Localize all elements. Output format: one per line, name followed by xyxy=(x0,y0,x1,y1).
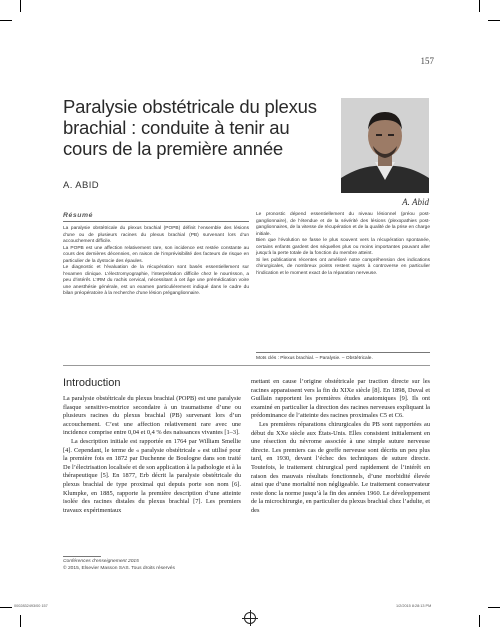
print-slug-left: 0002832493/00 157 xyxy=(14,604,48,608)
abstract-heading: Résumé xyxy=(63,212,249,222)
abstract-paragraph: La paralysie obstétricale du plexus brachial (POPB) définit l’ensemble des lésions d’une ou de plusieurs racines du plexus brachial (PB) survenant lors d’un accouchement difficile. xyxy=(63,226,249,244)
crop-mark xyxy=(479,0,480,12)
footer-divider xyxy=(63,556,101,557)
abstract-left-column xyxy=(63,226,249,298)
body-paragraph: La paralysie obstétricale du plexus brachial (POPB) est une paralysie flasque sensitivo-motrice secondaire à un traumatisme d’une ou plusieurs racines du plexus brachial (PB) survenant lors d’un accouchement. C’est une affection relativement rare avec une incidence comprise entre 0,04 et 0,4 % des naissances vivantes [1–3]. xyxy=(63,395,241,437)
section-divider xyxy=(63,365,430,366)
registration-mark-icon xyxy=(244,612,256,624)
section-heading: Introduction xyxy=(63,377,121,389)
article-title: Paralysie obstétricale du plexus brachial : conduite à tenir au cours de la première année xyxy=(63,96,317,159)
keywords: Mots clés : Plexus brachial. – Paralysie. – Obstétricale. xyxy=(256,352,430,361)
crop-mark xyxy=(488,607,500,608)
crop-mark xyxy=(479,615,480,627)
body-left-column xyxy=(63,395,241,515)
crop-mark xyxy=(488,20,500,21)
abstract-paragraph: La POPB est une affection relativement rare, son incidence est restée constante au cours des dernières décennies, en raison de l’imprévisibilité des facteurs de risque en particulier de la dystocie des épaules. xyxy=(63,245,249,264)
crop-mark xyxy=(20,615,21,627)
abstract-paragraph: Le pronostic dépend essentiellement du niveau lésionnel (préou post-ganglionnaire), de l’étendue et de la sévérité des lésions (plexopathies post-ganglionnaires, de la vitesse de récupération et de la qualité de la prise en charge initiale. xyxy=(256,212,430,237)
print-slug-right: 1/2/2015 8:28:13 PM xyxy=(396,604,432,608)
abstract-right-column xyxy=(256,212,430,277)
body-right-column xyxy=(251,378,430,516)
photo-caption: A. Abid xyxy=(402,197,429,207)
journal-name: Conférences d’enseignement 2015 xyxy=(63,559,139,564)
body-paragraph: mettant en cause l’origine obstétricale par traction directe sur les racines apparaissent vers la fin du XIXe siècle [8]. En 1898, Duval et Guillain rapportent les premières études anatomiques [9]. Ils ont examiné en particulier la direction des racines nerveuses expliquant la prédominance de l’atteinte des racines proximales C5 et C6. xyxy=(251,378,430,420)
copyright-line: © 2015, Elsevier Masson SAS. Tous droits réservés xyxy=(63,565,175,571)
author-name: A. ABID xyxy=(63,180,100,191)
crop-mark xyxy=(20,0,21,12)
page-footer xyxy=(63,559,175,572)
body-paragraph: Les premières réparations chirurgicales du PB sont rapportées au début du XXe siècle aux États-Unis. Elles consistent initialement en une résection du névrome associée à une simple suture nerveuse directe. Les premiers cas de greffe nerveuse sont décrits un peu plus tard, en 1930, devant l’échec des techniques de suture directe. Toutefois, le traitement chirurgical perd rapidement de l’intérêt en raison des mauvais résultats fonctionnels, d’une morbidité élevée ainsi que d’une mortalité non négligeable. Le traitement conservateur reste donc la norme jusqu’à la fin des années 1960. Le développement de la microchirurgie, en particulier du plexus brachial chez l’adulte, et des xyxy=(251,420,430,514)
author-photo xyxy=(341,98,429,193)
crop-mark xyxy=(0,20,12,21)
abstract-paragraph: Le diagnostic et l’évaluation de la récupération sont basés essentiellement sur l’examen clinique. L’électromyographie, l’interprétation difficile chez le nourrisson, a peu d’intérêt. L’IRM du rachis cervical, nécessitant à cet âge une prémédication voire une anesthésie générale, est un examen particulièrement indiqué dans le cadre du bilan préopératoire à la recherche d’une lésion préganglionnaire. xyxy=(63,265,249,296)
body-paragraph: La description initiale est rapportée en 1764 par William Smellie [4]. Cependant, le terme de « paralysie obstétricale » est utilisé pour la première fois en 1872 par Duchenne de Boulogne dans son traité De l’électrisation localisée et de son application à la pathologie et à la thérapeutique [5]. En 1877, Erb décrit la paralysie obstétricale du plexus brachial de type proximal qui depuis porte son nom [6]. Klumpke, en 1885, rapporte la première description d’une atteinte isolée des racines distales du plexus brachial [7]. Les premiers travaux expérimentaux xyxy=(63,437,241,514)
abstract-paragraph: Bien que l’évolution se fasse le plus souvent vers la récupération spontanée, certains enfants gardent des séquelles plus ou moins importantes pouvant aller jusqu’à la perte totale de la fonction du membre atteint. xyxy=(256,238,430,256)
portrait-icon xyxy=(341,98,429,193)
abstract-paragraph: Si les publications récentes ont amélioré notre compréhension des indications chirurgicales, de nombreux points restent sujets à controverse en particulier l’indication et le moment exact de la réparation nerveuse. xyxy=(256,257,430,276)
crop-mark xyxy=(0,607,12,608)
page-number: 157 xyxy=(420,56,434,66)
